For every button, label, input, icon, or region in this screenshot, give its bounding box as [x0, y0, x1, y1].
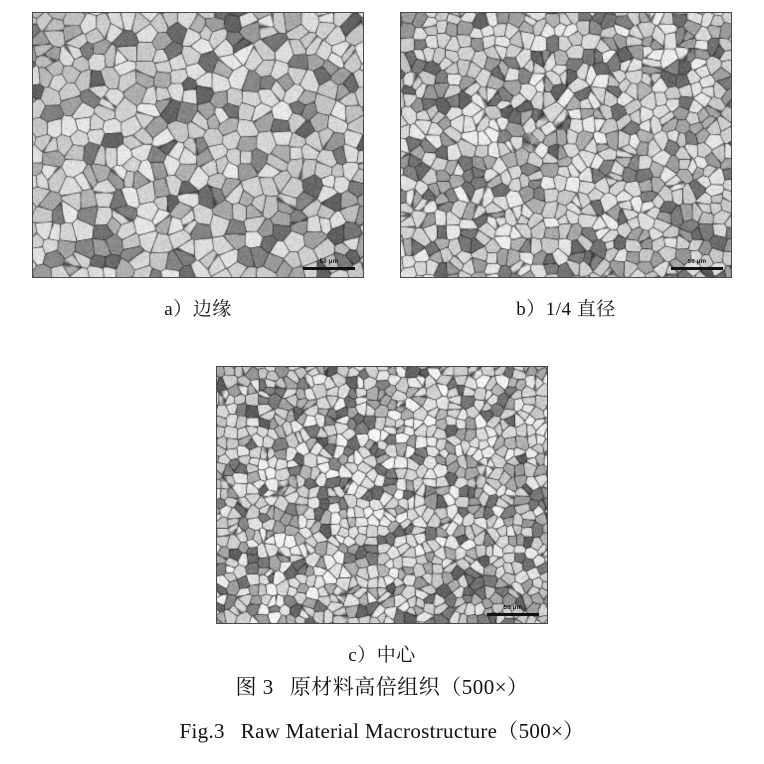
scale-bar-b	[671, 259, 723, 270]
scale-bar-c-label: 50 μm	[503, 605, 523, 611]
scale-bar-a-line	[303, 267, 355, 270]
figure-caption-en	[0, 716, 764, 746]
micrograph-b	[400, 12, 732, 278]
caption-panel-a: a）边缘	[164, 299, 232, 320]
figure-caption-cn	[0, 672, 764, 702]
figure-panel-c	[216, 366, 548, 668]
figure-panel-a	[32, 12, 364, 322]
figure-panel-b	[400, 12, 732, 322]
micrograph-c-canvas	[217, 367, 547, 623]
scale-bar-a-label: 50 μm	[319, 259, 339, 265]
micrograph-b-canvas	[401, 13, 731, 277]
scale-bar-c-line	[487, 613, 539, 616]
caption-panel-b: b）1/4 直径	[516, 299, 616, 320]
micrograph-a-canvas	[33, 13, 363, 277]
caption-panel-c: c）中心	[348, 645, 416, 666]
figure-captions	[0, 672, 764, 746]
figure-row-top	[0, 12, 764, 322]
micrograph-a	[32, 12, 364, 278]
scale-bar-b-label: 50 μm	[687, 259, 707, 265]
scale-bar-b-line	[671, 267, 723, 270]
scale-bar-c	[487, 605, 539, 616]
figure-caption-en-text: Raw Material Macrostructure（500×）	[240, 719, 585, 743]
figure-caption-cn-label: 图 3	[235, 675, 274, 699]
figure-caption-cn-text: 原材料高倍组织（500×）	[289, 675, 529, 699]
micrograph-c	[216, 366, 548, 624]
figure-row-mid	[0, 366, 764, 668]
scale-bar-a	[303, 259, 355, 270]
figure-caption-en-label: Fig.3	[179, 719, 225, 743]
